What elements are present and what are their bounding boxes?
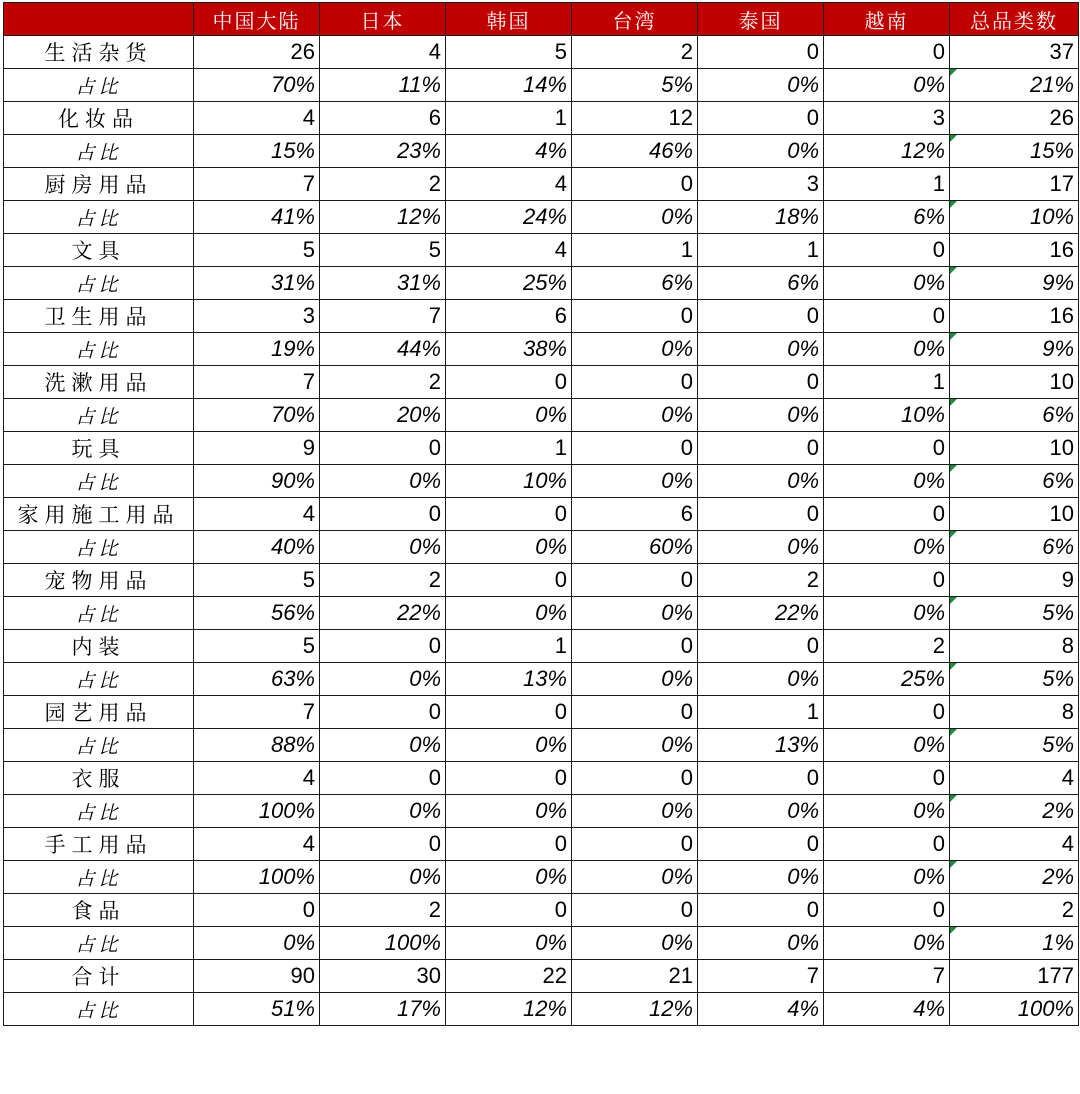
total-count-cell: 10	[950, 366, 1079, 399]
ratio-cell: 70%	[194, 399, 320, 432]
total-count-cell: 4	[950, 828, 1079, 861]
ratio-cell: 13%	[446, 663, 572, 696]
count-row	[4, 894, 1079, 927]
ratio-row	[4, 663, 1079, 696]
count-cell: 7	[824, 960, 950, 993]
category-label: 厨房用品	[4, 168, 194, 201]
total-ratio-cell: 5%	[950, 729, 1079, 762]
header-cell: 泰国	[698, 3, 824, 36]
ratio-cell: 18%	[698, 201, 824, 234]
ratio-cell: 0%	[446, 861, 572, 894]
count-cell: 7	[194, 366, 320, 399]
ratio-cell: 25%	[446, 267, 572, 300]
count-cell: 30	[320, 960, 446, 993]
ratio-cell: 4%	[446, 135, 572, 168]
ratio-cell: 0%	[698, 69, 824, 102]
ratio-cell: 15%	[194, 135, 320, 168]
count-cell: 7	[194, 168, 320, 201]
ratio-cell: 12%	[320, 201, 446, 234]
count-cell: 4	[320, 36, 446, 69]
total-count-cell: 4	[950, 762, 1079, 795]
ratio-cell: 100%	[194, 795, 320, 828]
ratio-cell: 0%	[320, 795, 446, 828]
category-label: 洗漱用品	[4, 366, 194, 399]
category-origin-table	[3, 2, 1079, 1026]
ratio-cell: 0%	[824, 861, 950, 894]
count-cell: 5	[194, 630, 320, 663]
header-corner-cell	[4, 3, 194, 36]
count-cell: 0	[572, 696, 698, 729]
header-cell: 总品类数	[950, 3, 1079, 36]
count-cell: 0	[824, 300, 950, 333]
count-cell: 2	[320, 894, 446, 927]
ratio-cell: 0%	[824, 267, 950, 300]
ratio-label: 占比	[4, 531, 194, 564]
count-cell: 0	[446, 894, 572, 927]
count-cell: 0	[194, 894, 320, 927]
count-cell: 0	[698, 366, 824, 399]
count-row	[4, 696, 1079, 729]
count-row	[4, 498, 1079, 531]
ratio-cell: 13%	[698, 729, 824, 762]
ratio-label: 占比	[4, 333, 194, 366]
ratio-label: 占比	[4, 465, 194, 498]
count-cell: 3	[824, 102, 950, 135]
count-cell: 2	[320, 366, 446, 399]
total-ratio-cell: 5%	[950, 663, 1079, 696]
ratio-row	[4, 399, 1079, 432]
total-ratio-cell: 9%	[950, 267, 1079, 300]
ratio-cell: 0%	[320, 465, 446, 498]
ratio-cell: 0%	[824, 69, 950, 102]
count-row	[4, 762, 1079, 795]
ratio-label: 占比	[4, 795, 194, 828]
count-cell: 4	[194, 498, 320, 531]
ratio-cell: 0%	[572, 201, 698, 234]
ratio-label: 占比	[4, 729, 194, 762]
count-cell: 6	[572, 498, 698, 531]
total-count-cell: 17	[950, 168, 1079, 201]
header-row	[4, 3, 1079, 36]
ratio-cell: 22%	[698, 597, 824, 630]
ratio-cell: 4%	[698, 993, 824, 1026]
total-ratio-cell: 1%	[950, 927, 1079, 960]
count-cell: 2	[698, 564, 824, 597]
count-cell: 0	[824, 762, 950, 795]
ratio-cell: 46%	[572, 135, 698, 168]
ratio-cell: 0%	[446, 399, 572, 432]
table-body	[4, 36, 1079, 1026]
count-cell: 1	[698, 234, 824, 267]
ratio-cell: 100%	[320, 927, 446, 960]
count-cell: 2	[320, 564, 446, 597]
count-cell: 9	[194, 432, 320, 465]
count-row	[4, 630, 1079, 663]
total-ratio-cell: 6%	[950, 531, 1079, 564]
ratio-cell: 23%	[320, 135, 446, 168]
ratio-cell: 0%	[824, 729, 950, 762]
ratio-cell: 0%	[698, 135, 824, 168]
category-label: 手工用品	[4, 828, 194, 861]
count-cell: 0	[824, 564, 950, 597]
count-cell: 0	[572, 168, 698, 201]
header-cell: 中国大陆	[194, 3, 320, 36]
ratio-cell: 6%	[698, 267, 824, 300]
count-cell: 0	[824, 432, 950, 465]
ratio-cell: 0%	[572, 597, 698, 630]
count-row	[4, 168, 1079, 201]
ratio-cell: 41%	[194, 201, 320, 234]
count-cell: 0	[446, 366, 572, 399]
count-cell: 0	[320, 498, 446, 531]
ratio-cell: 0%	[572, 465, 698, 498]
count-cell: 0	[824, 828, 950, 861]
total-count-cell: 2	[950, 894, 1079, 927]
header-cell: 韩国	[446, 3, 572, 36]
count-cell: 0	[446, 762, 572, 795]
ratio-row	[4, 267, 1079, 300]
ratio-cell: 0%	[572, 927, 698, 960]
count-cell: 0	[698, 300, 824, 333]
category-label: 卫生用品	[4, 300, 194, 333]
count-cell: 7	[194, 696, 320, 729]
ratio-cell: 70%	[194, 69, 320, 102]
ratio-cell: 19%	[194, 333, 320, 366]
ratio-cell: 0%	[698, 531, 824, 564]
ratio-cell: 60%	[572, 531, 698, 564]
count-cell: 2	[572, 36, 698, 69]
ratio-cell: 20%	[320, 399, 446, 432]
ratio-cell: 0%	[698, 927, 824, 960]
ratio-cell: 63%	[194, 663, 320, 696]
count-cell: 7	[320, 300, 446, 333]
ratio-cell: 12%	[824, 135, 950, 168]
count-cell: 4	[194, 102, 320, 135]
ratio-cell: 0%	[824, 531, 950, 564]
count-cell: 21	[572, 960, 698, 993]
count-cell: 0	[698, 498, 824, 531]
category-label: 园艺用品	[4, 696, 194, 729]
ratio-cell: 0%	[320, 663, 446, 696]
header-cell: 台湾	[572, 3, 698, 36]
ratio-cell: 0%	[572, 795, 698, 828]
count-row	[4, 300, 1079, 333]
ratio-row	[4, 729, 1079, 762]
ratio-label: 占比	[4, 861, 194, 894]
ratio-cell: 0%	[446, 927, 572, 960]
count-cell: 4	[194, 828, 320, 861]
ratio-cell: 0%	[446, 795, 572, 828]
count-cell: 0	[698, 432, 824, 465]
ratio-cell: 0%	[698, 333, 824, 366]
count-cell: 3	[194, 300, 320, 333]
total-count-cell: 9	[950, 564, 1079, 597]
total-ratio-cell: 6%	[950, 399, 1079, 432]
count-cell: 0	[320, 828, 446, 861]
count-cell: 26	[194, 36, 320, 69]
total-count-cell: 10	[950, 498, 1079, 531]
ratio-cell: 0%	[572, 729, 698, 762]
ratio-cell: 6%	[572, 267, 698, 300]
ratio-cell: 31%	[194, 267, 320, 300]
ratio-cell: 0%	[824, 465, 950, 498]
ratio-cell: 90%	[194, 465, 320, 498]
ratio-cell: 0%	[824, 795, 950, 828]
count-cell: 1	[572, 234, 698, 267]
count-cell: 0	[320, 762, 446, 795]
category-label: 内装	[4, 630, 194, 663]
ratio-cell: 0%	[320, 531, 446, 564]
ratio-row	[4, 795, 1079, 828]
count-row	[4, 828, 1079, 861]
ratio-cell: 0%	[698, 795, 824, 828]
ratio-row	[4, 927, 1079, 960]
ratio-row	[4, 333, 1079, 366]
ratio-cell: 22%	[320, 597, 446, 630]
count-cell: 0	[824, 696, 950, 729]
total-count-cell: 8	[950, 696, 1079, 729]
ratio-cell: 0%	[320, 861, 446, 894]
total-ratio-cell: 10%	[950, 201, 1079, 234]
count-cell: 0	[698, 828, 824, 861]
ratio-cell: 38%	[446, 333, 572, 366]
ratio-row	[4, 201, 1079, 234]
count-cell: 0	[572, 366, 698, 399]
total-ratio-cell: 2%	[950, 861, 1079, 894]
ratio-cell: 6%	[824, 201, 950, 234]
ratio-label: 占比	[4, 69, 194, 102]
ratio-cell: 0%	[446, 531, 572, 564]
ratio-cell: 0%	[572, 663, 698, 696]
ratio-cell: 56%	[194, 597, 320, 630]
count-cell: 0	[698, 894, 824, 927]
count-cell: 0	[698, 102, 824, 135]
count-cell: 0	[698, 630, 824, 663]
count-cell: 0	[446, 564, 572, 597]
ratio-cell: 12%	[572, 993, 698, 1026]
header-cell: 越南	[824, 3, 950, 36]
ratio-row	[4, 861, 1079, 894]
count-cell: 2	[320, 168, 446, 201]
count-cell: 0	[572, 432, 698, 465]
ratio-cell: 17%	[320, 993, 446, 1026]
ratio-row	[4, 69, 1079, 102]
ratio-cell: 100%	[194, 861, 320, 894]
ratio-row	[4, 531, 1079, 564]
total-count-cell: 10	[950, 432, 1079, 465]
ratio-cell: 0%	[824, 597, 950, 630]
ratio-label: 占比	[4, 135, 194, 168]
category-label: 家用施工用品	[4, 498, 194, 531]
count-cell: 0	[320, 630, 446, 663]
count-cell: 0	[824, 894, 950, 927]
count-cell: 90	[194, 960, 320, 993]
category-label: 衣服	[4, 762, 194, 795]
count-cell: 6	[446, 300, 572, 333]
count-cell: 6	[320, 102, 446, 135]
ratio-row	[4, 597, 1079, 630]
total-ratio-cell: 6%	[950, 465, 1079, 498]
ratio-cell: 5%	[572, 69, 698, 102]
ratio-row	[4, 135, 1079, 168]
ratio-cell: 11%	[320, 69, 446, 102]
count-cell: 0	[824, 234, 950, 267]
count-row	[4, 366, 1079, 399]
count-cell: 1	[824, 168, 950, 201]
count-cell: 22	[446, 960, 572, 993]
count-cell: 1	[446, 432, 572, 465]
ratio-cell: 0%	[446, 729, 572, 762]
category-label: 玩具	[4, 432, 194, 465]
ratio-cell: 25%	[824, 663, 950, 696]
count-cell: 1	[446, 102, 572, 135]
ratio-cell: 0%	[446, 597, 572, 630]
category-label: 化妆品	[4, 102, 194, 135]
category-label: 食品	[4, 894, 194, 927]
ratio-label: 占比	[4, 597, 194, 630]
count-cell: 1	[446, 630, 572, 663]
total-ratio-cell: 21%	[950, 69, 1079, 102]
total-count-cell: 8	[950, 630, 1079, 663]
ratio-row	[4, 465, 1079, 498]
count-row	[4, 960, 1079, 993]
count-cell: 0	[446, 828, 572, 861]
ratio-cell: 10%	[446, 465, 572, 498]
total-ratio-cell: 5%	[950, 597, 1079, 630]
ratio-cell: 0%	[698, 663, 824, 696]
count-row	[4, 234, 1079, 267]
ratio-cell: 0%	[698, 861, 824, 894]
count-cell: 0	[446, 498, 572, 531]
count-cell: 0	[446, 696, 572, 729]
ratio-cell: 0%	[824, 333, 950, 366]
count-row	[4, 102, 1079, 135]
count-row	[4, 36, 1079, 69]
total-count-cell: 26	[950, 102, 1079, 135]
count-cell: 0	[572, 564, 698, 597]
count-row	[4, 432, 1079, 465]
ratio-cell: 0%	[572, 861, 698, 894]
count-cell: 4	[194, 762, 320, 795]
ratio-cell: 0%	[572, 399, 698, 432]
count-cell: 2	[824, 630, 950, 663]
total-count-cell: 177	[950, 960, 1079, 993]
total-count-cell: 16	[950, 300, 1079, 333]
ratio-label: 占比	[4, 993, 194, 1026]
count-cell: 0	[320, 696, 446, 729]
ratio-cell: 14%	[446, 69, 572, 102]
count-cell: 7	[698, 960, 824, 993]
count-cell: 4	[446, 234, 572, 267]
total-count-cell: 16	[950, 234, 1079, 267]
ratio-label: 占比	[4, 663, 194, 696]
ratio-cell: 0%	[320, 729, 446, 762]
count-cell: 4	[446, 168, 572, 201]
total-ratio-cell: 15%	[950, 135, 1079, 168]
ratio-cell: 88%	[194, 729, 320, 762]
category-label: 合计	[4, 960, 194, 993]
count-cell: 5	[446, 36, 572, 69]
ratio-cell: 24%	[446, 201, 572, 234]
ratio-cell: 0%	[194, 927, 320, 960]
count-cell: 3	[698, 168, 824, 201]
ratio-label: 占比	[4, 267, 194, 300]
ratio-cell: 31%	[320, 267, 446, 300]
ratio-cell: 0%	[572, 333, 698, 366]
ratio-cell: 12%	[446, 993, 572, 1026]
total-count-cell: 37	[950, 36, 1079, 69]
category-label: 生活杂货	[4, 36, 194, 69]
count-cell: 0	[572, 300, 698, 333]
count-cell: 0	[824, 36, 950, 69]
total-ratio-cell: 2%	[950, 795, 1079, 828]
ratio-row	[4, 993, 1079, 1026]
count-cell: 0	[698, 762, 824, 795]
count-cell: 0	[572, 630, 698, 663]
total-ratio-cell: 100%	[950, 993, 1079, 1026]
ratio-cell: 0%	[698, 399, 824, 432]
count-row	[4, 564, 1079, 597]
count-cell: 0	[698, 36, 824, 69]
count-cell: 12	[572, 102, 698, 135]
category-label: 文具	[4, 234, 194, 267]
ratio-cell: 10%	[824, 399, 950, 432]
count-cell: 0	[572, 762, 698, 795]
ratio-cell: 0%	[824, 927, 950, 960]
count-cell: 5	[194, 564, 320, 597]
ratio-cell: 0%	[698, 465, 824, 498]
count-cell: 0	[572, 894, 698, 927]
count-cell: 0	[824, 498, 950, 531]
ratio-cell: 51%	[194, 993, 320, 1026]
total-ratio-cell: 9%	[950, 333, 1079, 366]
ratio-cell: 44%	[320, 333, 446, 366]
count-cell: 1	[824, 366, 950, 399]
count-cell: 0	[572, 828, 698, 861]
header-cell: 日本	[320, 3, 446, 36]
ratio-label: 占比	[4, 201, 194, 234]
ratio-label: 占比	[4, 927, 194, 960]
ratio-cell: 40%	[194, 531, 320, 564]
count-cell: 5	[320, 234, 446, 267]
count-cell: 0	[320, 432, 446, 465]
count-cell: 1	[698, 696, 824, 729]
ratio-label: 占比	[4, 399, 194, 432]
count-cell: 5	[194, 234, 320, 267]
ratio-cell: 4%	[824, 993, 950, 1026]
category-label: 宠物用品	[4, 564, 194, 597]
